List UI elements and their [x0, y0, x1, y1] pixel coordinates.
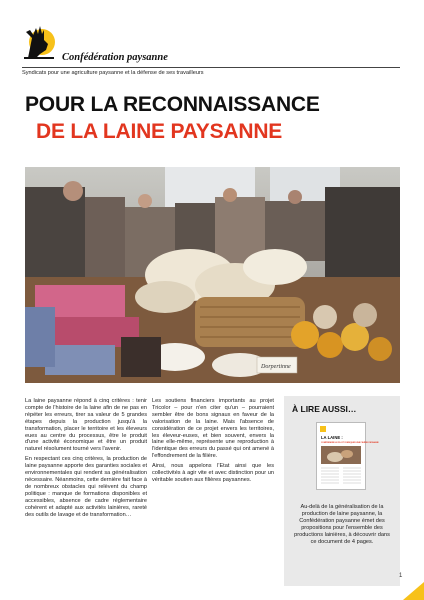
wool-market-photo [25, 167, 400, 383]
body-paragraph: La laine paysanne répond à cinq critères : tenir compte de l'histoire de la laine afin de ne pas en répéter les erreurs, tirer sa valeur de 5 grandes étapes depuis la production jusqu'à la transformation, placer le territoire et les éleveurs eues au centre du processus, être le produit d'une activité économique et être un produit naturel résolument tourné vers l'avenir. [25, 398, 147, 453]
read-also-description: Au-delà de la généralisation de la production de laine paysanne, la Confédération paysanne émet des propositions pour l'ensemble des productions lainières, à découvrir dans ce document de 4 pages. [294, 504, 390, 545]
thumb-subtitle: COMPRENDRE LE FIL ET SYNDIQUER UNE FILIÈRE PAYSANNE [321, 442, 379, 444]
photo-sign: Dorpertinne [261, 364, 291, 370]
body-paragraph: En respectant ces cinq critères, la production de laine paysanne apporte des garanties sociales et environnementales qui rendent sa généralisation nécessaire. Néanmoins, cette dernière fait face à de nombreux obstacles qui relèvent du champ politique : manque de formations disponibles et accessibles, absence de cadre réglementaire cohérent et adapté aux activités lainières, rareté des outils de lavage et de transformation… [25, 456, 147, 518]
header-rule [22, 67, 400, 68]
body-paragraph: Ainsi, nous appelons l'Etat ainsi que les collectivités à agir vite et avec distinction pour un véritable soutien aux filières paysannes. [152, 463, 274, 483]
org-name: Confédération paysanne [62, 52, 168, 63]
read-also-title: À LIRE AUSSI… [292, 404, 357, 414]
corner-triangle-icon [403, 582, 424, 600]
tagline: Syndicats pour une agriculture paysanne et la défense de ses travailleurs [22, 70, 204, 76]
page-number: 1 [399, 573, 403, 579]
confederation-paysanne-logo-icon [22, 20, 58, 60]
document-thumbnail[interactable] [316, 422, 379, 490]
body-paragraph: Les soutiens financiers importants au projet Tricolor – pour n'en citer qu'un – pourraient sembler être de bons signaux en faveur de la valorisation de la laine. Mais l'absence de considération de ce projet envers les territoires, les éleveur-euses, et bien souvent, envers la laine elle-même, représente une reproduction à l'identique des erreurs du passé qui ont amené à l'effondrement de la filière. [152, 398, 274, 460]
body-column-1 [25, 398, 147, 521]
headline-line1: POUR LA RECONNAISSANCE [25, 93, 320, 116]
read-also-box [284, 396, 403, 586]
thumb-title: LA LAINE : [321, 435, 343, 440]
headline-line2: DE LA LAINE PAYSANNE [36, 120, 283, 143]
body-column-2 [152, 398, 274, 487]
